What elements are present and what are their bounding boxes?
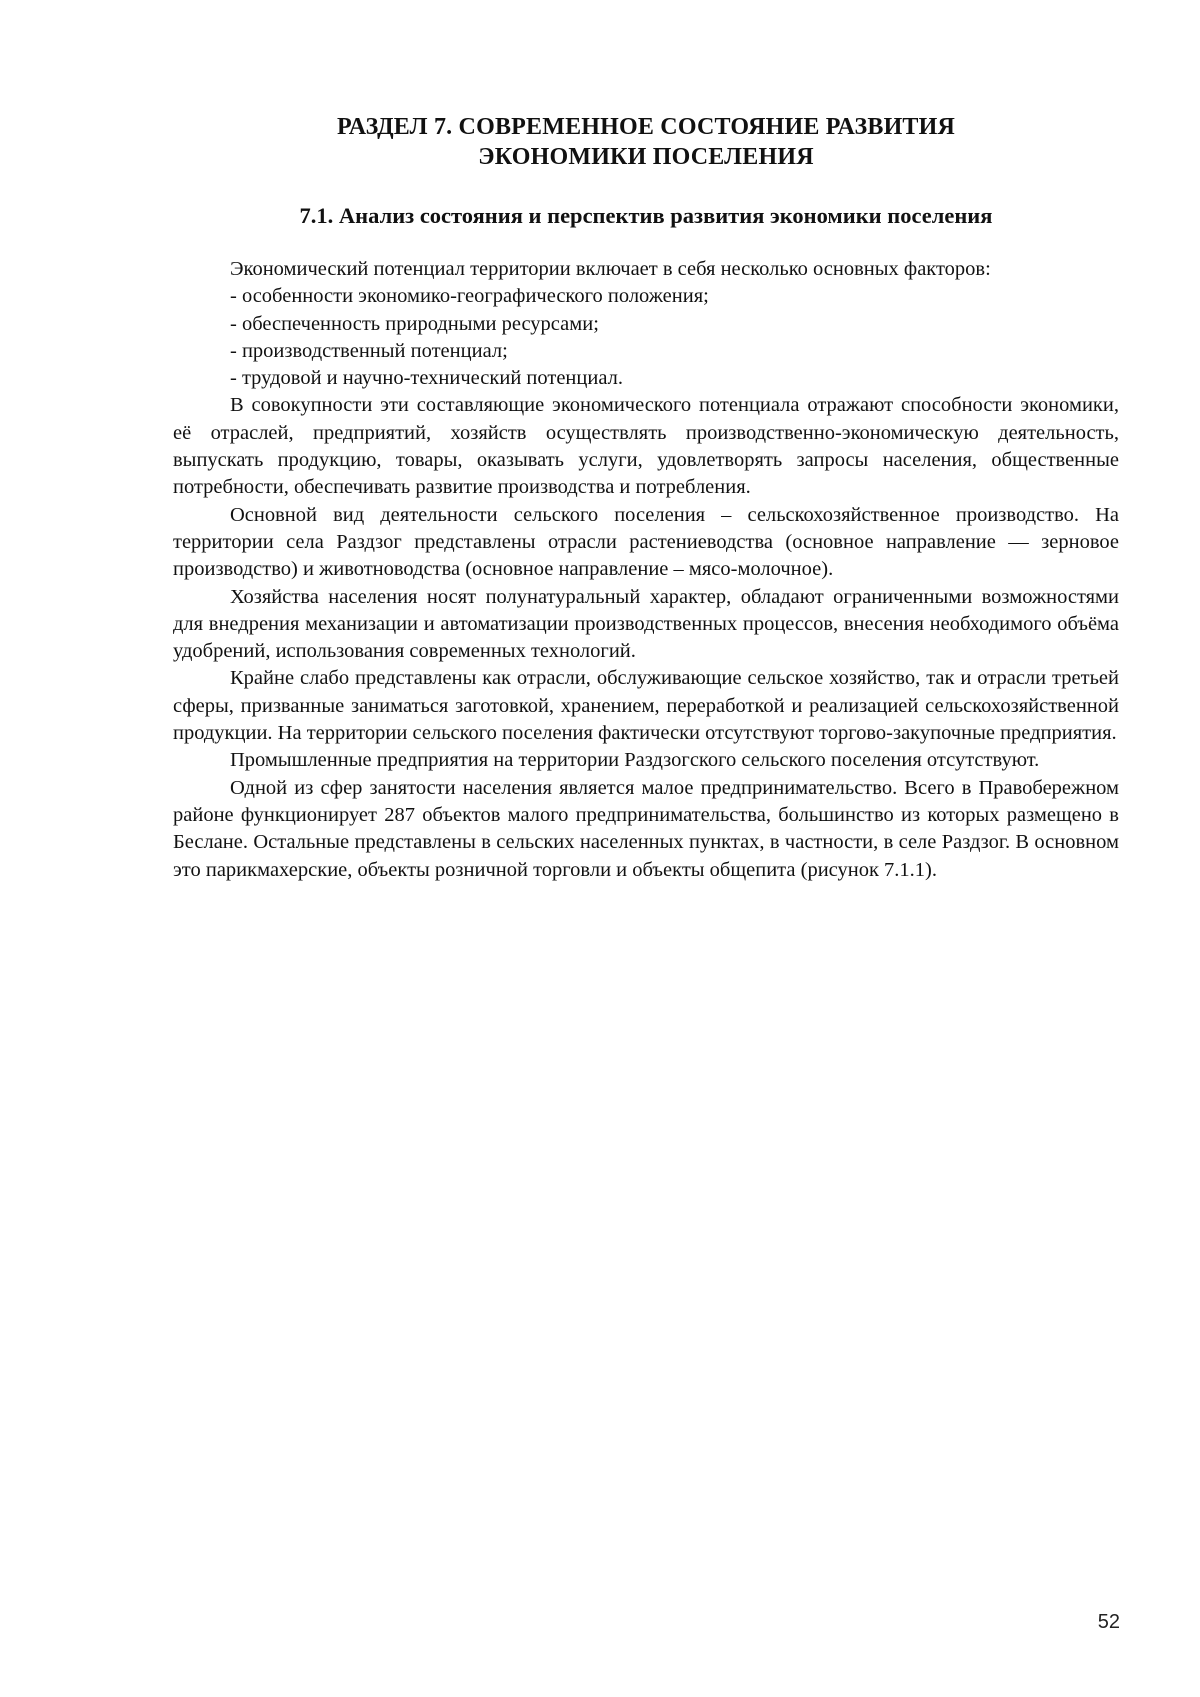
- section-title: [173, 112, 1119, 172]
- body-text: [173, 256, 1119, 884]
- section-title-line-2: ЭКОНОМИКИ ПОСЕЛЕНИЯ: [478, 144, 814, 170]
- factor-list-item: - обеспеченность природными ресурсами;: [230, 312, 599, 335]
- subsection-title: 7.1. Анализ состояния и перспектив развития экономики поселения: [299, 203, 993, 228]
- paragraph: Крайне слабо представлены как отрасли, обслуживающие сельское хозяйство, так и отрасли третьей сферы, призванные заниматься заготовкой, хранением, переработкой и реализацией сельскохозяйственной продукции. На территории сельского поселения фактически отсутствуют торгово-закупочные предприятия.: [173, 667, 1119, 745]
- paragraph: Одной из сфер занятости населения является малое предпринимательство. Всего в Правобережном районе функционирует 287 объектов малого предпринимательства, большинство из которых размещено в Беслане. Остальные представлены в сельских населенных пунктах, в частности, в селе Раздзог. В основном это парикмахерские, объекты розничной торговли и объекты общепита (рисунок 7.1.1).: [173, 776, 1119, 881]
- factor-list-item: - трудовой и научно-технический потенциал.: [230, 367, 623, 390]
- paragraph: Основной вид деятельности сельского поселения – сельскохозяйственное производство. На территории села Раздзог представлены отрасли растениеводства (основное направление — зерновое производство) и животноводства (основное направление – мясо-молочное).: [173, 503, 1119, 581]
- paragraph: В совокупности эти составляющие экономического потенциала отражают способности экономики, её отраслей, предприятий, хозяйств осуществлять производственно-экономическую деятельность, выпускать продукцию, товары, оказывать услуги, удовлетворять запросы населения, общественные потребности, обеспечивать развитие производства и потребления.: [173, 394, 1119, 499]
- section-title-line-1: РАЗДЕЛ 7. СОВРЕМЕННОЕ СОСТОЯНИЕ РАЗВИТИЯ: [336, 114, 956, 140]
- paragraph: Хозяйства населения носят полунатуральный характер, обладают ограниченными возможностями для внедрения механизации и автоматизации производственных процессов, внесения необходимого объёма удобрений, использования современных технологий.: [173, 585, 1119, 663]
- page-number: 52: [1097, 1611, 1120, 1633]
- paragraph: Промышленные предприятия на территории Раздзогского сельского поселения отсутствуют.: [230, 749, 1040, 772]
- intro-paragraph: Экономический потенциал территории включает в себя несколько основных факторов:: [230, 258, 991, 280]
- factor-list-item: - производственный потенциал;: [230, 339, 508, 362]
- document-page: [173, 112, 1119, 884]
- factor-list-item: - особенности экономико-географического положения;: [230, 285, 709, 308]
